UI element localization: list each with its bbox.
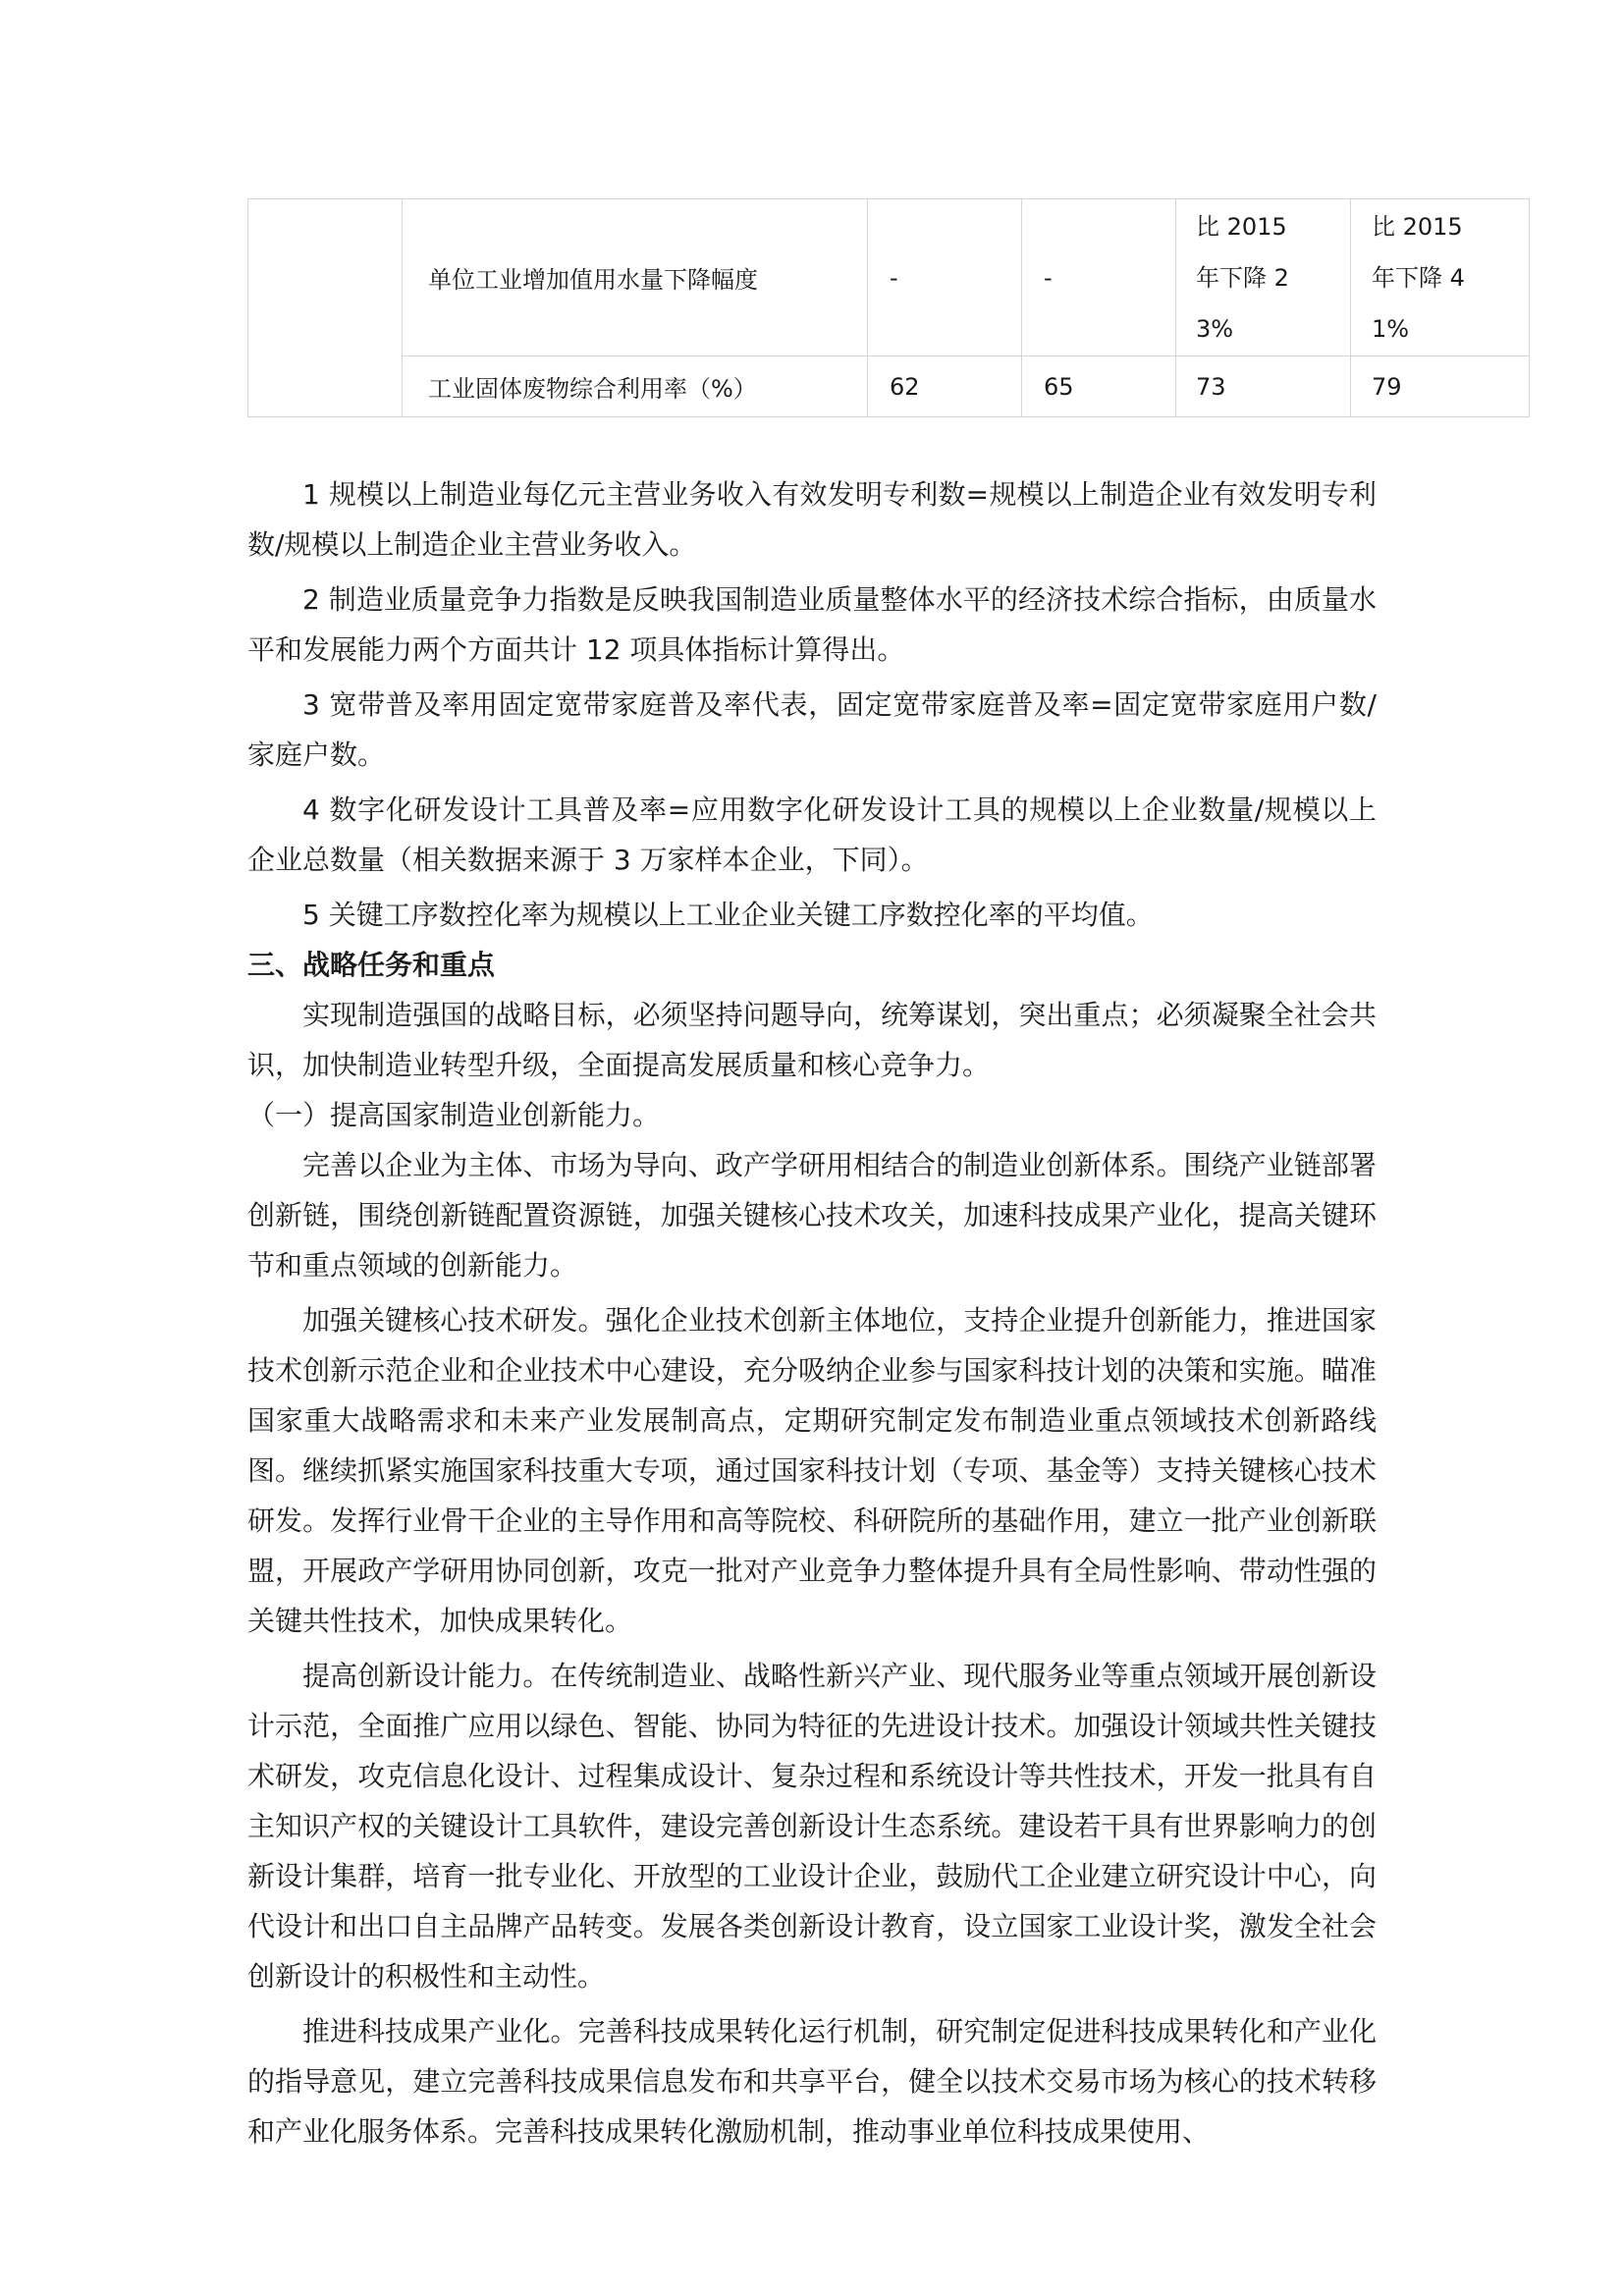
- section-heading: 三、战略任务和重点: [247, 949, 496, 981]
- indicator-name-cell: 单位工业增加值用水量下降幅度: [403, 199, 868, 356]
- cell-line: 比 2015: [1196, 212, 1287, 241]
- document-body: [247, 469, 1377, 2157]
- value-2025-cell: 73: [1176, 356, 1351, 417]
- footnote-5: 5 关键工序数控化率为规模以上工业企业关键工序数控化率的平均值。: [302, 899, 1154, 931]
- table-row: [248, 199, 1530, 356]
- body-paragraph: 完善以企业为主体、市场为导向、政产学研用相结合的制造业创新体系。围绕产业链部署创新链，围绕创新链配置资源链，加强关键核心技术攻关，加速科技成果产业化，提高关键环节和重点领域的创新能力。: [247, 1149, 1377, 1282]
- value-2030-cell: 79: [1351, 356, 1530, 417]
- footnote-4: 4 数字化研发设计工具普及率=应用数字化研发设计工具的规模以上企业数量/规模以上企业总数量（相关数据来源于 3 万家样本企业，下同）。: [247, 793, 1377, 876]
- table-row: [248, 356, 1530, 417]
- indicator-name-cell: 工业固体废物综合利用率（%）: [403, 356, 868, 417]
- cell-line: 比 2015: [1372, 212, 1463, 241]
- value-2015-cell: -: [868, 199, 1022, 356]
- value-2020-cell: -: [1022, 199, 1176, 356]
- category-cell: [248, 199, 403, 417]
- value-2025-cell: [1176, 199, 1351, 356]
- footnote-3: 3 宽带普及率用固定宽带家庭普及率代表，固定宽带家庭普及率=固定宽带家庭用户数/家庭户数。: [247, 688, 1377, 771]
- cell-line: 年下降 4: [1372, 263, 1465, 292]
- body-paragraph: 推进科技成果产业化。完善科技成果转化运行机制，研究制定促进科技成果转化和产业化的指导意见，建立完善科技成果信息发布和共享平台，健全以技术交易市场为核心的技术转移和产业化服务体系。完善科技成果转化激励机制，推动事业单位科技成果使用、: [247, 2015, 1377, 2148]
- cell-line: 1%: [1372, 314, 1410, 343]
- subsection-heading: （一）提高国家制造业创新能力。: [247, 1099, 661, 1131]
- footnote-1: 1 规模以上制造业每亿元主营业务收入有效发明专利数=规模以上制造企业有效发明专利数/规模以上制造企业主营业务收入。: [247, 478, 1377, 561]
- cell-line: 3%: [1196, 314, 1234, 343]
- body-paragraph: 加强关键核心技术研发。强化企业技术创新主体地位，支持企业提升创新能力，推进国家技术创新示范企业和企业技术中心建设，充分吸纳企业参与国家科技计划的决策和实施。瞄准国家重大战略需求和未来产业发展制高点，定期研究制定发布制造业重点领域技术创新路线图。继续抓紧实施国家科技重大专项，通过国家科技计划（专项、基金等）支持关键核心技术研发。发挥行业骨干企业的主导作用和高等院校、科研院所的基础作用，建立一批产业创新联盟，开展政产学研用协同创新，攻克一批对产业竞争力整体提升具有全局性影响、带动性强的关键共性技术，加快成果转化。: [247, 1304, 1377, 1637]
- cell-line: 年下降 2: [1196, 263, 1289, 292]
- body-paragraph: 提高创新设计能力。在传统制造业、战略性新兴产业、现代服务业等重点领域开展创新设计示范，全面推广应用以绿色、智能、协同为特征的先进设计技术。加强设计领域共性关键技术研发，攻克信息化设计、过程集成设计、复杂过程和系统设计等共性技术，开发一批具有自主知识产权的关键设计工具软件，建设完善创新设计生态系统。建设若干具有世界影响力的创新设计集群，培育一批专业化、开放型的工业设计企业，鼓励代工企业建立研究设计中心，向代设计和出口自主品牌产品转变。发展各类创新设计教育，设立国家工业设计奖，激发全社会创新设计的积极性和主动性。: [247, 1660, 1377, 1993]
- value-2015-cell: 62: [868, 356, 1022, 417]
- section-intro: 实现制造强国的战略目标，必须坚持问题导向，统筹谋划，突出重点；必须凝聚全社会共识，加快制造业转型升级，全面提高发展质量和核心竞争力。: [247, 999, 1377, 1081]
- value-2030-cell: [1351, 199, 1530, 356]
- value-2020-cell: 65: [1022, 356, 1176, 417]
- footnote-2: 2 制造业质量竞争力指数是反映我国制造业质量整体水平的经济技术综合指标，由质量水平和发展能力两个方面共计 12 项具体指标计算得出。: [247, 583, 1377, 666]
- indicator-table: [247, 198, 1530, 417]
